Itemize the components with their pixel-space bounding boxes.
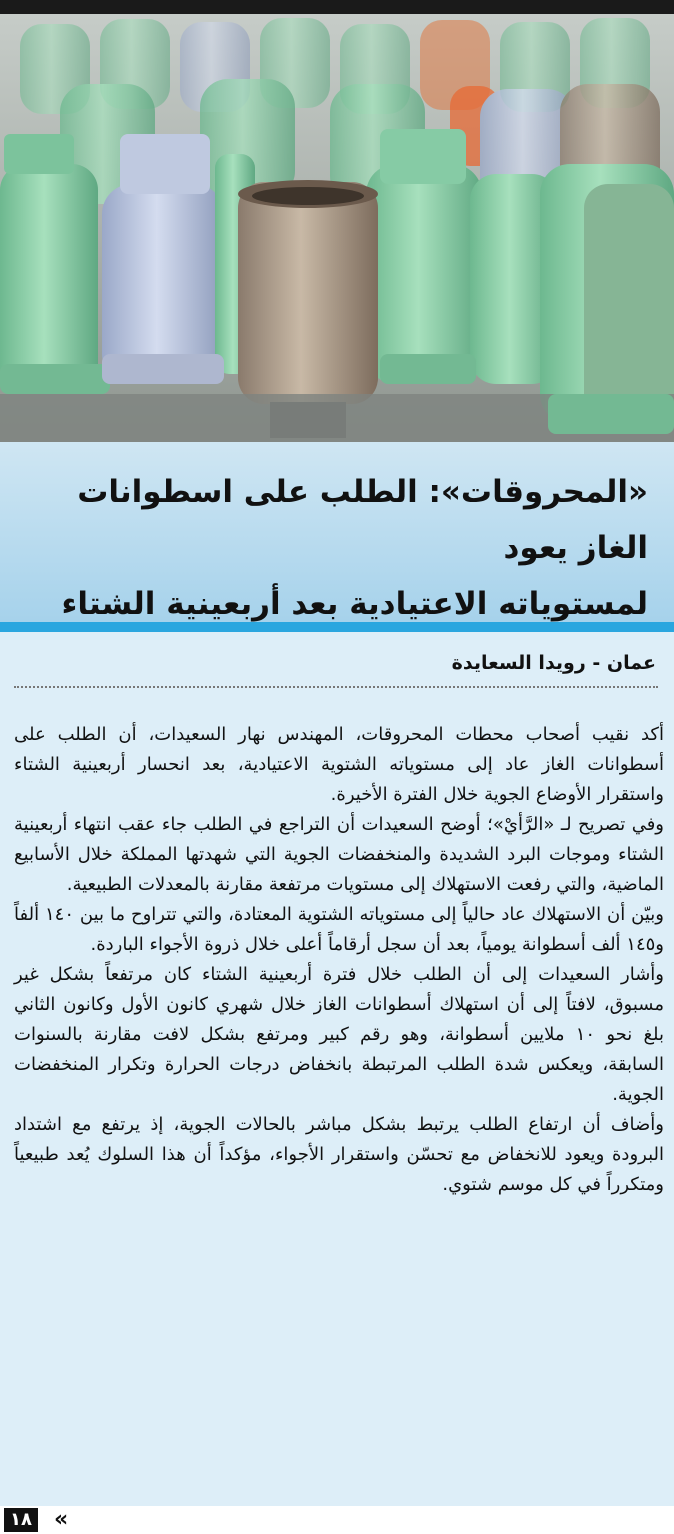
page-number: ١٨ xyxy=(4,1508,38,1532)
paragraph: وبيّن أن الاستهلاك عاد حالياً إلى مستوياته الشتوية المعتادة، والتي تتراوح ما بين ١٤٠ ألفاً و١٤٥ ألف أسطوانة يومياً، بعد أن سجل أرقاماً أعلى خلال ذروة الأجواء الباردة. xyxy=(14,904,664,955)
headline xyxy=(18,464,648,632)
blue-divider xyxy=(0,622,674,632)
paragraph: أكد نقيب أصحاب محطات المحروقات، المهندس نهار السعيدات، أن الطلب على أسطوانات الغاز عاد إلى مستوياته الشتوية الاعتيادية، بعد انحسار أربعينية الشتاء واستقرار الأوضاع الجوية خلال الفترة الأخيرة. xyxy=(14,724,664,805)
headline-line-1: «المحروقات»: الطلب على اسطوانات الغاز يعود xyxy=(77,474,648,566)
paragraph: وأضاف أن ارتفاع الطلب يرتبط بشكل مباشر بالحالات الجوية، إذ يرتفع مع اشتداد البرودة ويعود للانخفاض مع تحسّن واستقرار الأجواء، مؤكداً أن هذا السلوك يُعد طبيعياً ومتكرراً في كل موسم شتوي. xyxy=(14,1114,664,1195)
article-body xyxy=(14,720,664,1200)
double-chevron-left-icon: « xyxy=(54,1507,69,1532)
byline: عمان - رويدا السعايدة xyxy=(451,652,656,674)
headline-band xyxy=(0,442,674,622)
page-footer xyxy=(0,1506,674,1534)
headline-line-2: لمستوياته الاعتيادية بعد أربعينية الشتاء xyxy=(61,586,648,622)
gas-cylinders-photo xyxy=(0,14,674,442)
byline-dotted-rule xyxy=(14,686,658,688)
top-black-bar xyxy=(0,0,674,14)
paragraph: وأشار السعيدات إلى أن الطلب خلال فترة أربعينية الشتاء كان مرتفعاً بشكل غير مسبوق، لافتاً إلى أن استهلاك أسطوانات الغاز خلال شهري كانون الأول وكانون الثاني بلغ نحو ١٠ ملايين أسطوانة، وهو رقم كبير ومرتفع بشكل لافت مقارنة بالسنوات السابقة، ويعكس شدة الطلب المرتبطة بانخفاض درجات الحرارة وتكرار المنخفضات الجوية. xyxy=(14,964,664,1105)
paragraph: وفي تصريح لـ «الرَّأيْ»؛ أوضح السعيدات أن التراجع في الطلب جاء عقب انتهاء أربعينية الشتاء وموجات البرد الشديدة والمنخفضات الجوية التي شهدتها المملكة خلال الأسابيع الماضية، والتي رفعت الاستهلاك إلى مستويات مرتفعة مقارنة بالمعدلات الطبيعية. xyxy=(14,814,664,895)
